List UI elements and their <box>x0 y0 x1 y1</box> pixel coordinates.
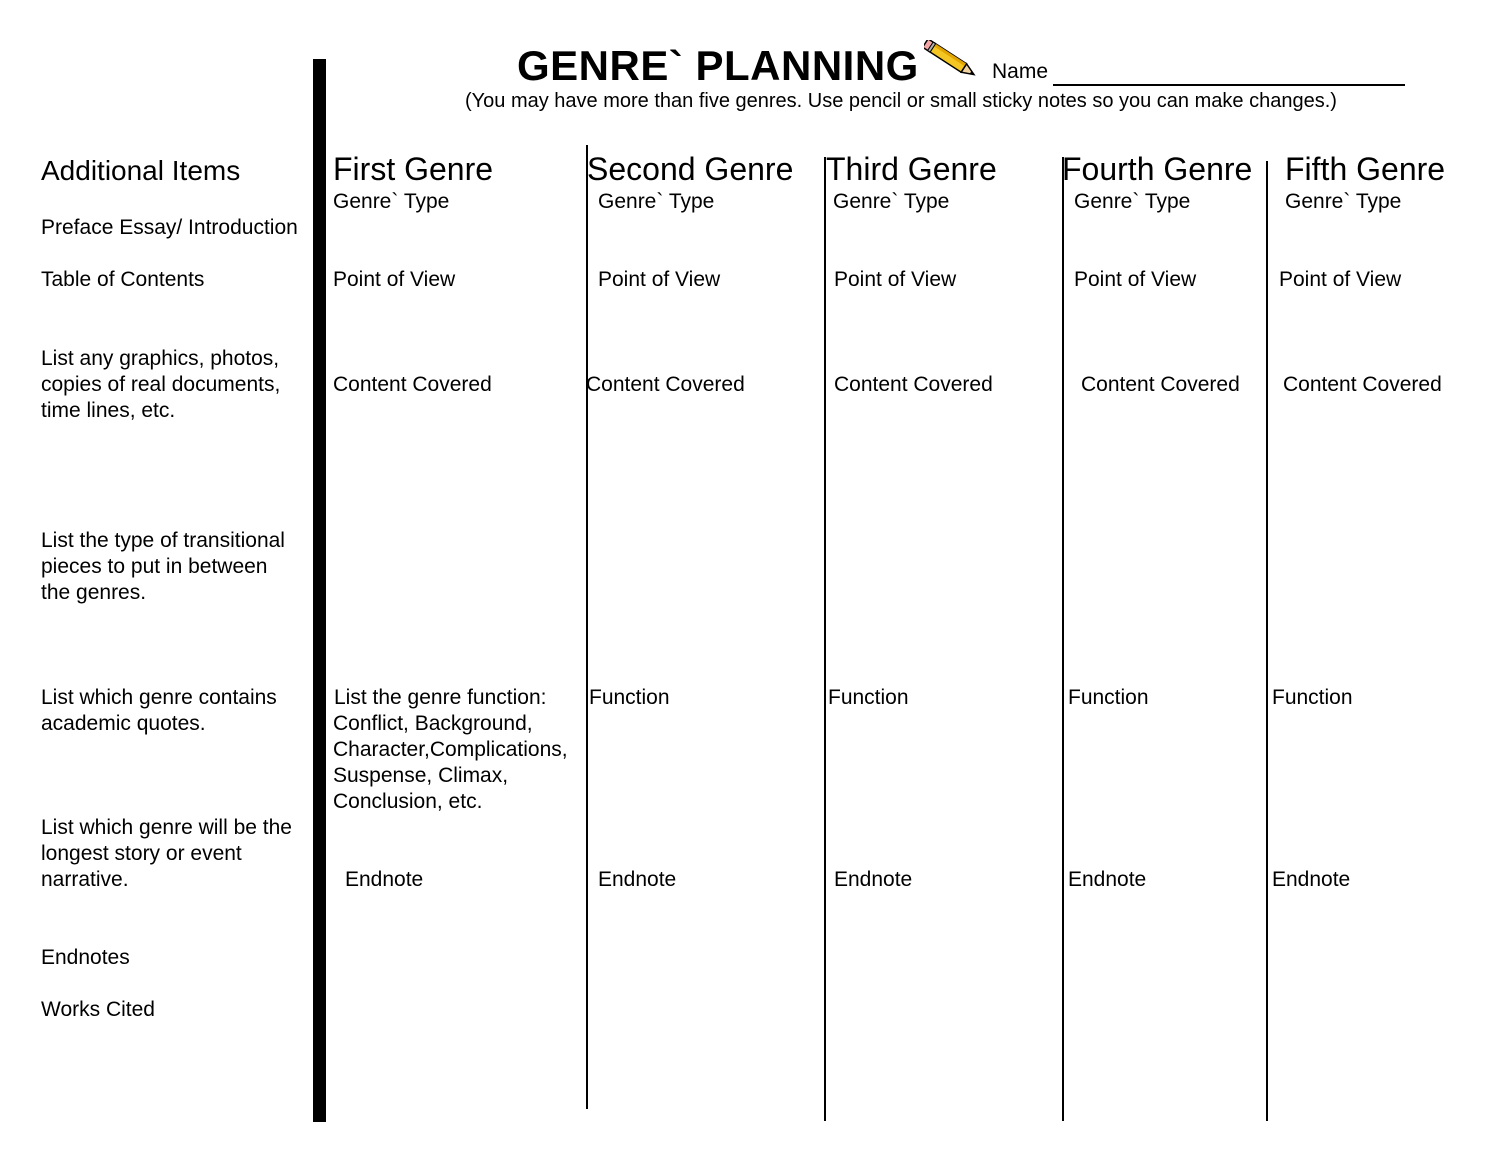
function-label-1-line-5: Conclusion, etc. <box>333 790 483 813</box>
genre-type-label-5: Genre` Type <box>1285 190 1402 213</box>
genre-heading-3: Third Genre <box>826 151 997 187</box>
function-label-1-line-3: Character,Complications, <box>333 738 568 761</box>
function-label-2: Function <box>589 686 670 709</box>
content-covered-label-1: Content Covered <box>333 373 492 396</box>
name-blank-line[interactable] <box>1053 84 1405 86</box>
genre-heading-2: Second Genre <box>587 151 794 187</box>
left-item-preface: Preface Essay/ Introduction <box>41 216 298 239</box>
point-of-view-label-5: Point of View <box>1279 268 1402 291</box>
genre-type-label-2: Genre` Type <box>598 190 715 213</box>
left-item-transitional-line-1: List the type of transitional <box>41 529 285 552</box>
subtitle-instructions: (You may have more than five genres. Use pencil or small sticky notes so you can make changes.) <box>465 90 1337 112</box>
left-item-transitional-line-2: pieces to put in between <box>41 555 268 578</box>
genre-heading-5: Fifth Genre <box>1285 151 1446 187</box>
column-divider-1 <box>586 145 588 1109</box>
left-item-transitional-line-3: the genres. <box>41 581 147 604</box>
function-label-1-line-2: Conflict, Background, <box>333 712 533 735</box>
endnote-label-4: Endnote <box>1068 868 1147 891</box>
endnote-label-3: Endnote <box>834 868 913 891</box>
endnote-label-1: Endnote <box>345 868 424 891</box>
content-covered-label-5: Content Covered <box>1283 373 1442 396</box>
point-of-view-label-1: Point of View <box>333 268 456 291</box>
function-label-4: Function <box>1068 686 1149 709</box>
genre-heading-4: Fourth Genre <box>1062 151 1253 187</box>
column-divider-4 <box>1266 161 1268 1121</box>
genre-type-label-4: Genre` Type <box>1074 190 1191 213</box>
genre-heading-1: First Genre <box>333 151 494 187</box>
left-item-longest-line-3: narrative. <box>41 868 129 891</box>
left-item-graphics-line-1: List any graphics, photos, <box>41 347 280 370</box>
content-covered-label-2: Content Covered <box>586 373 745 396</box>
content-covered-label-3: Content Covered <box>834 373 993 396</box>
left-item-longest-line-1: List which genre will be the <box>41 816 292 839</box>
left-column-divider <box>313 59 326 1122</box>
pencil-icon <box>924 40 982 82</box>
left-item-graphics-line-3: time lines, etc. <box>41 399 176 422</box>
column-divider-3 <box>1062 157 1064 1121</box>
name-label: Name <box>992 60 1049 83</box>
page-title: GENRE` PLANNING <box>517 42 919 89</box>
genre-type-label-3: Genre` Type <box>833 190 950 213</box>
function-label-5: Function <box>1272 686 1353 709</box>
left-item-longest-line-2: longest story or event <box>41 842 242 865</box>
left-item-endnotes: Endnotes <box>41 946 130 969</box>
point-of-view-label-3: Point of View <box>834 268 957 291</box>
function-label-1-line-1: List the genre function: <box>334 686 547 709</box>
point-of-view-label-4: Point of View <box>1074 268 1197 291</box>
left-item-quotes-line-2: academic quotes. <box>41 712 206 735</box>
function-label-3: Function <box>828 686 909 709</box>
genre-type-label-1: Genre` Type <box>333 190 450 213</box>
content-covered-label-4: Content Covered <box>1081 373 1240 396</box>
additional-items-heading: Additional Items <box>41 155 241 186</box>
point-of-view-label-2: Point of View <box>598 268 721 291</box>
left-item-quotes-line-1: List which genre contains <box>41 686 277 709</box>
endnote-label-2: Endnote <box>598 868 677 891</box>
left-item-table-of-contents: Table of Contents <box>41 268 205 291</box>
left-item-graphics-line-2: copies of real documents, <box>41 373 281 396</box>
column-divider-2 <box>824 157 826 1121</box>
function-label-1-line-4: Suspense, Climax, <box>333 764 509 787</box>
endnote-label-5: Endnote <box>1272 868 1351 891</box>
left-item-works-cited: Works Cited <box>41 998 155 1021</box>
